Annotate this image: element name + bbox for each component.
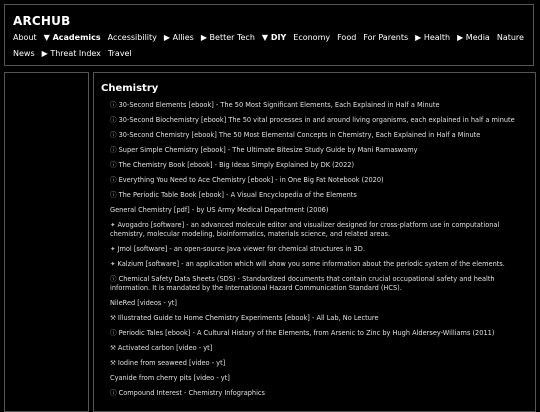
entry-type-icon: ⓘ — [110, 389, 117, 397]
list-item — [110, 161, 532, 170]
nav-item[interactable]: Travel — [107, 49, 132, 58]
list-item — [110, 221, 532, 239]
entry-type-icon: ✦ — [110, 245, 116, 253]
nav-item[interactable]: ▶ Allies — [163, 33, 194, 42]
entry-type-icon: ⓘ — [110, 275, 117, 283]
entry-link[interactable]: Super Simple Chemistry [ebook] - The Ultimate Bitesize Study Guide by Mani Ramaswamy — [118, 146, 418, 154]
nav-item[interactable]: ▼ Academics — [43, 33, 101, 42]
entry-type-icon: ⓘ — [110, 131, 117, 139]
entry-type-icon: ⓘ — [110, 146, 117, 154]
nav-item[interactable]: For Parents — [363, 33, 409, 42]
nav-item[interactable]: About — [13, 33, 37, 42]
entry-link[interactable]: Periodic Tales [ebook] - A Cultural History of the Elements, from Arsenic to Zinc by Hugh Aldersey-Williams (2011) — [118, 329, 495, 337]
page-title: Chemistry — [101, 83, 159, 94]
entry-link[interactable]: Compound Interest - Chemistry Infographics — [118, 389, 265, 397]
entry-type-icon: ⓘ — [110, 191, 117, 199]
nav-item[interactable]: ▶ Media — [457, 33, 490, 42]
entry-link[interactable]: Kalzium [software] - an application which will show you some information about the periodic system of the elements. — [117, 260, 505, 268]
nav-item[interactable]: ▶ Better Tech — [200, 33, 255, 42]
entry-link[interactable]: 30-Second Chemistry [ebook] The 50 Most Elemental Concepts in Chemistry, Each Explained in Half a Minute — [118, 131, 481, 139]
entry-link[interactable]: Jmol [software] - an open-source Java viewer for chemical structures in 3D. — [117, 245, 365, 253]
list-item — [110, 374, 532, 383]
list-item — [110, 275, 532, 293]
list-item — [110, 314, 532, 323]
entry-link[interactable]: The Periodic Table Book [ebook] - A Visual Encyclopedia of the Elements — [118, 191, 357, 199]
entry-type-icon: ✦ — [110, 260, 116, 268]
nav-row-1 — [13, 33, 531, 42]
nav-item[interactable]: News — [13, 49, 35, 58]
entry-link[interactable]: 30-Second Biochemistry [ebook] The 50 vital processes in and around living organisms, each explained in half a minute — [118, 116, 515, 124]
resource-list — [110, 101, 532, 404]
entry-link[interactable]: NileRed [videos - yt] — [110, 299, 177, 307]
nav-item[interactable]: ▶ Health — [415, 33, 451, 42]
entry-link[interactable]: Activated carbon [video - yt] — [117, 344, 213, 352]
entry-type-icon: ⓘ — [110, 176, 117, 184]
entry-link[interactable]: Chemical Safety Data Sheets (SDS) - Standardized documents that contain crucial occupational safety and health information. It is mandated by the International Hazard Communication Standard (HCS). — [110, 275, 495, 292]
list-item — [110, 359, 532, 368]
list-item — [110, 191, 532, 200]
nav-item[interactable]: ▶ Threat Index — [41, 49, 101, 58]
list-item — [110, 146, 532, 155]
entry-link[interactable]: The Chemistry Book [ebook] - Big Ideas Simply Explained by DK (2022) — [118, 161, 355, 169]
entry-link[interactable]: 30-Second Elements [ebook] - The 50 Most Significant Elements, Each Explained in Half a Minute — [118, 101, 440, 109]
list-item — [110, 329, 532, 338]
list-item — [110, 101, 532, 110]
main-panel — [93, 72, 536, 412]
nav-item[interactable]: Nature — [496, 33, 524, 42]
list-item — [110, 389, 532, 398]
entry-link[interactable]: Iodine from seaweed [video - yt] — [117, 359, 226, 367]
entry-link[interactable]: Everything You Need to Ace Chemistry [ebook] - in One Big Fat Notebook (2020) — [118, 176, 384, 184]
nav-item[interactable]: ▼ DIY — [261, 33, 287, 42]
list-item — [110, 116, 532, 125]
nav-item[interactable]: Accessibility — [107, 33, 157, 42]
list-item — [110, 260, 532, 269]
entry-type-icon: ✦ — [110, 221, 116, 229]
list-item — [110, 206, 532, 215]
entry-type-icon: ⚒ — [110, 314, 116, 322]
nav-item[interactable]: Food — [337, 33, 357, 42]
site-title[interactable]: ARCHUB — [13, 14, 71, 28]
entry-link[interactable]: Cyanide from cherry pits [video - yt] — [110, 374, 230, 382]
list-item — [110, 299, 532, 308]
list-item — [110, 344, 532, 353]
entry-link[interactable]: Avogadro [software] - an advanced molecule editor and visualizer designed for cross-platform use in computational chemistry, molecular modeling, bioinformatics, materials science, and related areas. — [110, 221, 500, 238]
list-item — [110, 245, 532, 254]
sidebar-panel — [4, 72, 89, 412]
entry-type-icon: ⚒ — [110, 359, 116, 367]
nav-row-2 — [13, 49, 139, 58]
entry-link[interactable]: General Chemistry [pdf] - by US Army Medical Department (2006) — [110, 206, 329, 214]
site-header — [4, 4, 534, 66]
entry-type-icon: ⚒ — [110, 344, 116, 352]
entry-link[interactable]: Illustrated Guide to Home Chemistry Experiments [ebook] - All Lab, No Lecture — [117, 314, 379, 322]
list-item — [110, 176, 532, 185]
entry-type-icon: ⓘ — [110, 116, 117, 124]
nav-item[interactable]: Economy — [293, 33, 331, 42]
entry-type-icon: ⓘ — [110, 161, 117, 169]
list-item — [110, 131, 532, 140]
entry-type-icon: ⓘ — [110, 101, 117, 109]
entry-type-icon: ⓘ — [110, 329, 117, 337]
